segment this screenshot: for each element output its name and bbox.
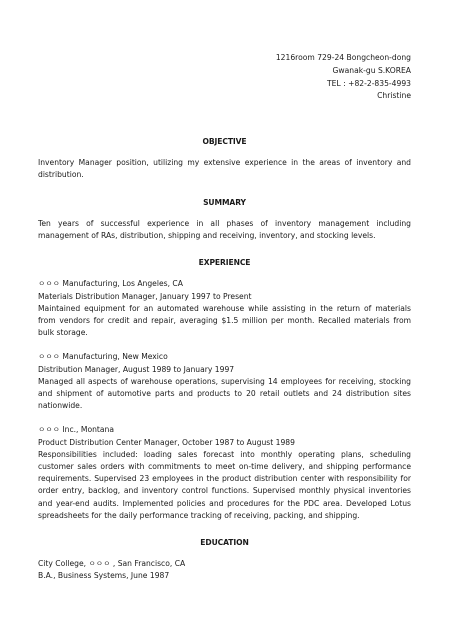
job-entry — [38, 278, 411, 339]
address-line-2: Gwanak-gu S.KOREA — [332, 65, 411, 75]
job-description: Responsibilities included: loading sales forecast into monthly operating plans, scheduling customer sales orders with commitments to meet on-time delivery, and shipping performance requirements. Supervised 23 employees in the product distribution center with responsibility for order entry, backlog, and inventory control functions. Supervised monthly physical inventories and year-end audits. Implemented policies and procedures for the PDC area. Developed Lotus spreadsheets for the daily performance tracking of receiving, packing, and shipping. — [38, 449, 411, 520]
education-heading: EDUCATION — [200, 538, 249, 548]
job-description: Maintained equipment for an automated warehouse while assisting in the return of materials from vendors for credit and repair, averaging $1.5 million per month. Recalled materials from bulk storage. — [38, 303, 411, 338]
applicant-name: Christine — [377, 91, 411, 101]
job-entry — [38, 351, 411, 412]
resume-body — [38, 136, 411, 583]
address-line-1: 1216room 729-24 Bongcheon-dong — [275, 53, 411, 62]
job-company: ㅇㅇㅇ Manufacturing, Los Angeles, CA — [38, 279, 183, 289]
job-company: ㅇㅇㅇ Manufacturing, New Mexico — [38, 352, 168, 362]
education-degree: B.A., Business Systems, June 1987 — [38, 571, 170, 581]
experience-heading: EXPERIENCE — [198, 258, 251, 268]
summary-text: Ten years of successful experience in all phases of inventory management including management of RAs, distribution, shipping and receiving, inventory, and stocking levels. — [38, 218, 411, 241]
job-title: Product Distribution Center Manager, October 1987 to August 1989 — [38, 437, 295, 447]
job-title: Materials Distribution Manager, January 1997 to Present — [38, 291, 252, 301]
job-company: ㅇㅇㅇ Inc., Montana — [38, 425, 114, 435]
address-block — [276, 52, 411, 103]
summary-heading: SUMMARY — [203, 197, 246, 207]
education-school: City College, ㅇㅇㅇ , San Francisco, CA — [38, 559, 186, 569]
job-description: Managed all aspects of warehouse operations, supervising 14 employees for receiving, stocking and shipment of automotive parts and products to 20 retail outlets and 24 distribution sites nationwide. — [38, 376, 411, 411]
job-entry — [38, 424, 411, 522]
objective-text: Inventory Manager position, utilizing my extensive experience in the areas of inventory and distribution. — [38, 158, 411, 180]
address-phone: TEL : +82-2-835-4993 — [327, 78, 411, 88]
job-title: Distribution Manager, August 1989 to January 1997 — [38, 364, 235, 374]
objective-heading: OBJECTIVE — [202, 137, 247, 146]
